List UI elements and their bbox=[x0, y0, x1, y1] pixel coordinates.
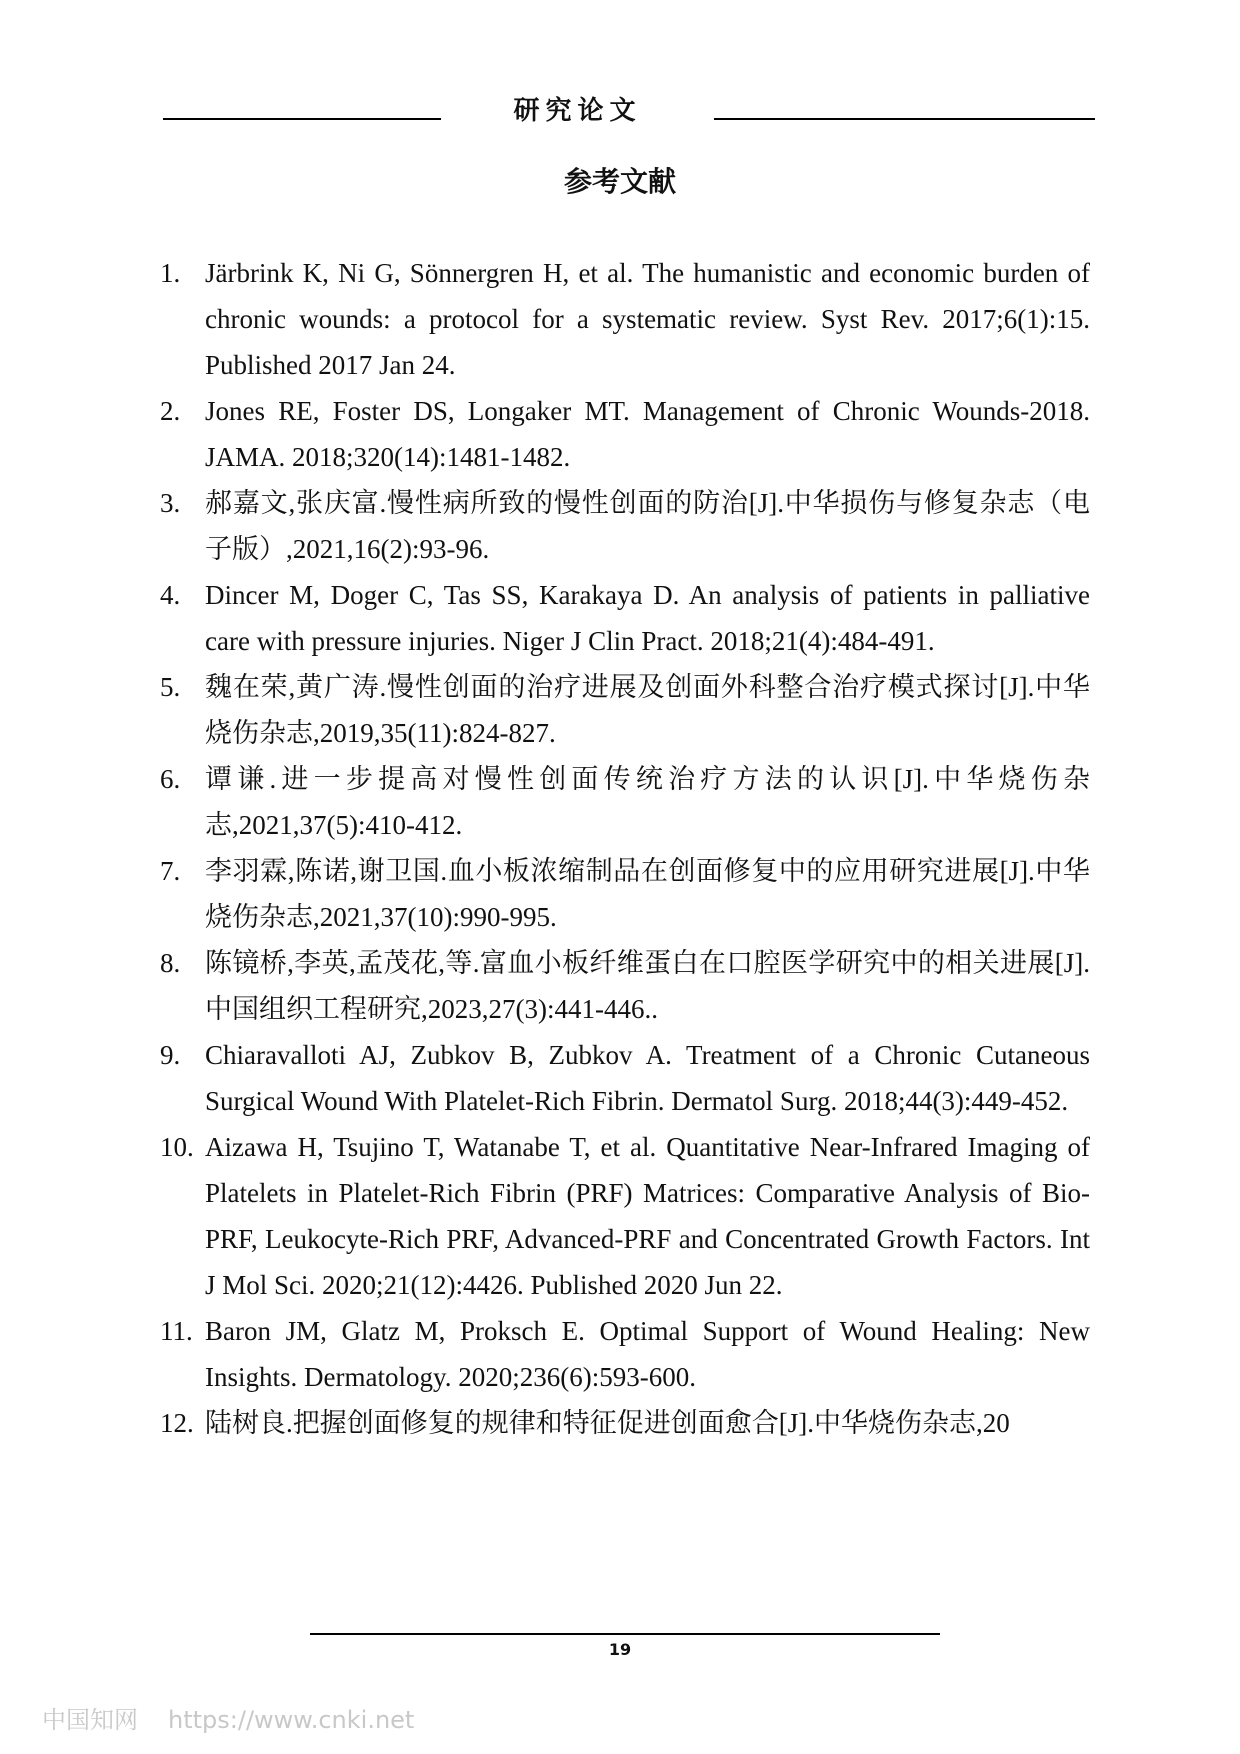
header-rule-left bbox=[163, 118, 441, 120]
reference-text: 陆树良.把握创面修复的规律和特征促进创面愈合[J].中华烧伤杂志,20 bbox=[205, 1408, 1010, 1438]
reference-item bbox=[160, 848, 1090, 940]
reference-number: 6. bbox=[160, 764, 181, 794]
reference-item bbox=[160, 480, 1090, 572]
reference-item bbox=[160, 1400, 1090, 1446]
reference-number: 10. bbox=[160, 1132, 194, 1162]
reference-number: 3. bbox=[160, 488, 181, 518]
reference-text: 郝嘉文,张庆富.慢性病所致的慢性创面的防治[J].中华损伤与修复杂志（电子版）,2021,16(2):93-96. bbox=[205, 488, 1090, 564]
reference-number: 1. bbox=[160, 258, 181, 288]
reference-item bbox=[160, 572, 1090, 664]
reference-number: 7. bbox=[160, 856, 181, 886]
reference-text: Jones RE, Foster DS, Longaker MT. Management of Chronic Wounds-2018. JAMA. 2018;320(14):1481-1482. bbox=[205, 396, 1090, 472]
reference-number: 5. bbox=[160, 672, 181, 702]
reference-item bbox=[160, 250, 1090, 388]
reference-number: 11. bbox=[160, 1316, 193, 1346]
reference-text: 魏在荣,黄广涛.慢性创面的治疗进展及创面外科整合治疗模式探讨[J].中华烧伤杂志,2019,35(11):824-827. bbox=[205, 672, 1090, 748]
watermark-url[interactable]: https://www.cnki.net bbox=[168, 1706, 415, 1734]
watermark-brand: 中国知网 bbox=[42, 1706, 138, 1734]
reference-number: 4. bbox=[160, 580, 181, 610]
reference-item bbox=[160, 664, 1090, 756]
reference-list bbox=[160, 250, 1090, 1446]
running-header: 研究论文 bbox=[513, 96, 642, 126]
footer-rule bbox=[310, 1633, 940, 1635]
reference-item bbox=[160, 1124, 1090, 1308]
watermark bbox=[42, 1700, 414, 1735]
reference-number: 9. bbox=[160, 1040, 181, 1070]
reference-text: 李羽霖,陈诺,谢卫国.血小板浓缩制品在创面修复中的应用研究进展[J].中华烧伤杂志,2021,37(10):990-995. bbox=[205, 856, 1090, 932]
reference-item bbox=[160, 1308, 1090, 1400]
reference-number: 8. bbox=[160, 948, 181, 978]
page-number: 19 bbox=[608, 1640, 632, 1659]
reference-number: 2. bbox=[160, 396, 181, 426]
reference-text: Baron JM, Glatz M, Proksch E. Optimal Support of Wound Healing: New Insights. Dermatology. 2020;236(6):593-600. bbox=[205, 1316, 1090, 1392]
reference-item bbox=[160, 940, 1090, 1032]
reference-text: Järbrink K, Ni G, Sönnergren H, et al. The humanistic and economic burden of chronic wounds: a protocol for a systematic review. Syst Rev. 2017;6(1):15. Published 2017 Jan 24. bbox=[205, 258, 1090, 380]
reference-item bbox=[160, 1032, 1090, 1124]
reference-item bbox=[160, 388, 1090, 480]
reference-item bbox=[160, 756, 1090, 848]
reference-text: 陈镜桥,李英,孟茂花,等.富血小板纤维蛋白在口腔医学研究中的相关进展[J].中国组织工程研究,2023,27(3):441-446.. bbox=[205, 948, 1090, 1024]
reference-text: Dincer M, Doger C, Tas SS, Karakaya D. An analysis of patients in palliative care with pressure injuries. Niger J Clin Pract. 2018;21(4):484-491. bbox=[205, 580, 1090, 656]
reference-text: Chiaravalloti AJ, Zubkov B, Zubkov A. Treatment of a Chronic Cutaneous Surgical Wound With Platelet-Rich Fibrin. Dermatol Surg. 2018;44(3):449-452. bbox=[205, 1040, 1090, 1116]
section-title: 参考文献 bbox=[563, 165, 676, 198]
reference-text: Aizawa H, Tsujino T, Watanabe T, et al. Quantitative Near-Infrared Imaging of Platelets in Platelet-Rich Fibrin (PRF) Matrices: Comparative Analysis of Bio-PRF, Leukocyte-Rich PRF, Advanced-PRF and Concentrated Growth Factors. Int J Mol Sci. 2020;21(12):4426. Published 2020 Jun 22. bbox=[205, 1132, 1090, 1300]
header-rule-right bbox=[714, 118, 1095, 120]
reference-number: 12. bbox=[160, 1408, 194, 1438]
reference-text: 谭谦.进一步提高对慢性创面传统治疗方法的认识[J].中华烧伤杂志,2021,37(5):410-412. bbox=[205, 764, 1090, 840]
